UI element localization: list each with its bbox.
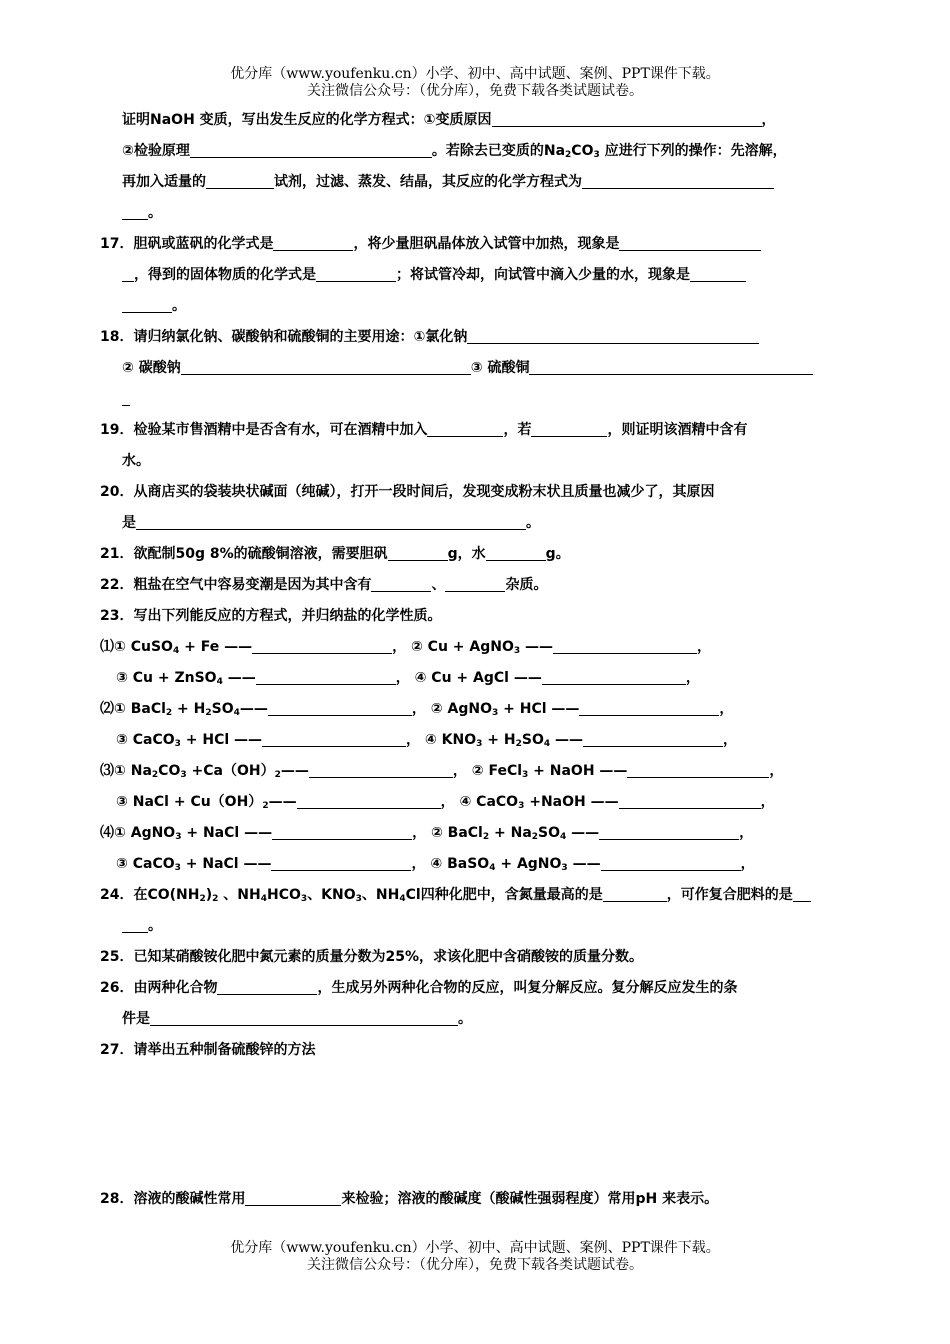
answer-blank[interactable] [603, 886, 667, 902]
answer-blank[interactable] [427, 421, 503, 437]
footer-line-1: 优分库（www.youfenku.cn）小学、初中、高中试题、案例、PPT课件下载。 [230, 1240, 720, 1256]
q17-line-2: ，得到的固体物质的化学式是 ；将试管冷却，向试管中滴入少量的水，现象是 [100, 260, 865, 291]
footer-line-2: 关注微信公众号：（优分库），免费下载各类试题试卷。 [307, 1257, 643, 1273]
q23-title: 23．写出下列能反应的方程式，并归纳盐的化学性质。 [100, 608, 442, 624]
q22-line: 22．粗盐在空气中容易变潮是因为其中含有 、 杂质。 [100, 577, 548, 593]
q16-line-3: 再加入适量的 试剂，过滤、蒸发、结晶，其反应的化学方程式为 [100, 167, 865, 198]
answer-blank[interactable] [316, 266, 396, 282]
answer-blank[interactable] [309, 762, 453, 778]
q26-line-1: 26．由两种化合物 ，生成另外两种化合物的反应，叫复分解反应。复分解反应发生的条 [100, 980, 738, 996]
q18-line-1: 18．请归纳氯化钠、碳酸钠和硫酸铜的主要用途：①氯化钠 [100, 322, 865, 353]
answer-blank[interactable] [619, 793, 761, 809]
q17-line-1: 17．胆矾或蓝矾的化学式是 ，将少量胆矾晶体放入试管中加热，现象是 [100, 229, 865, 260]
answer-blank[interactable] [492, 111, 762, 127]
answer-blank[interactable] [388, 545, 448, 561]
header-line-2: 关注微信公众号：（优分库），免费下载各类试题试卷。 [307, 83, 643, 99]
answer-blank[interactable] [268, 700, 412, 716]
q21-line: 21．欲配制50g 8%的硫酸铜溶液，需要胆矾 g，水 g。 [100, 546, 570, 562]
answer-blank[interactable] [601, 855, 741, 871]
q16-line-4: 。 [100, 198, 865, 229]
q20-line-1: 20．从商店买的袋装块状碱面（纯碱），打开一段时间后，发现变成粉末状且质量也减少了，其原因 [100, 484, 715, 500]
q25-line: 25．已知某硝酸铵化肥中氮元素的质量分数为25%，求该化肥中含硝酸铵的质量分数。 [100, 949, 643, 965]
answer-blank[interactable] [599, 824, 739, 840]
answer-blank[interactable] [619, 235, 761, 251]
q28-line: 28．溶液的酸碱性常用 来检验；溶液的酸碱度（酸碱性强弱程度）常用pH 来表示。 [100, 1191, 719, 1207]
q27-line: 27．请举出五种制备硫酸锌的方法 [100, 1042, 316, 1058]
answer-blank[interactable] [793, 886, 811, 902]
answer-blank[interactable] [122, 297, 172, 313]
q23-g2-row1: ⑵① BaCl$_2$ + $H_2SO_4——$ ， ② AgNO$_3$ + HCl —— ， [100, 701, 734, 718]
q23-g4-row2: ③ CaCO$_3$ + NaCl —— ， ④ BaSO$_4$ + AgNO$_3$ —— ， [116, 856, 755, 873]
q23-g4-row1: ⑷① AgNO$_3$ + NaCl —— ， ② BaCl$_2$ + $Na_2SO_4$ —— ， [100, 825, 754, 842]
answer-blank[interactable] [206, 173, 274, 189]
answer-blank[interactable] [181, 359, 471, 375]
q23-g3-row1: ⑶① $Na_2CO_3$ $+Ca(OH)_2——$ ， ② FeCl$_3$ + NaOH —— ， [100, 763, 784, 780]
q23-g2-row2: ③ CaCO$_3$ + HCl —— ， ④ $KNO_3 + H_2SO_4$ —— ， [116, 732, 737, 749]
page-header [0, 66, 950, 100]
q16-line-2: ②检验原理 。若除去已变质的$Na_2CO_3$ 应进行下列的操作：先溶解， [122, 143, 787, 160]
answer-blank[interactable] [529, 359, 813, 375]
q18-line-3 [100, 384, 865, 415]
question-body [100, 105, 865, 1215]
answer-blank[interactable] [690, 266, 746, 282]
answer-blank[interactable] [297, 793, 441, 809]
q23-g1-row1: ⑴① CuSO$_4$ + Fe —— ， ② Cu + AgNO$_3$ —— ， [100, 639, 711, 656]
answer-blank[interactable] [252, 638, 392, 654]
q23-g3-row2: ③ NaCl + $Cu(OH)_2——$ ， ④ CaCO$_3$ +NaOH —— ， [116, 794, 775, 811]
q27-answer-space[interactable] [100, 1066, 865, 1184]
answer-blank[interactable] [190, 142, 432, 158]
answer-blank[interactable] [445, 576, 505, 592]
answer-blank[interactable] [273, 235, 353, 251]
answer-blank[interactable] [122, 917, 148, 933]
q24-line-2: 。 [100, 911, 865, 942]
page-footer [0, 1240, 950, 1274]
q23-g1-row2: ③ Cu + ZnSO$_4$ —— ， ④ Cu + AgCl —— ， [116, 670, 700, 687]
q17-line-3: 。 [100, 291, 865, 322]
answer-blank[interactable] [371, 576, 431, 592]
answer-blank[interactable] [217, 979, 317, 995]
q16-line-1: 证明NaOH 变质，写出发生反应的化学方程式：①变质原因 ， [122, 112, 776, 128]
answer-blank[interactable] [531, 421, 607, 437]
header-line-1: 优分库（www.youfenku.cn）小学、初中、高中试题、案例、PPT课件下载。 [230, 66, 720, 82]
answer-blank[interactable] [553, 638, 697, 654]
answer-blank[interactable] [122, 266, 134, 282]
answer-blank[interactable] [486, 545, 546, 561]
q20-line-2: 是 。 [122, 515, 540, 531]
answer-blank[interactable] [542, 669, 686, 685]
answer-blank[interactable] [136, 514, 526, 530]
answer-blank[interactable] [579, 700, 719, 716]
q24-line-1: 24．在$CO(NH_2)_2$ 、$NH_4HCO_3$、$KNO_3$、$NH_4Cl$四种化肥中，含氮量最高的是 ，可作复合肥料的是 [100, 880, 865, 911]
answer-blank[interactable] [262, 731, 406, 747]
answer-blank[interactable] [582, 173, 774, 189]
answer-blank[interactable] [150, 1010, 458, 1026]
answer-blank[interactable] [122, 390, 130, 406]
answer-blank[interactable] [245, 1190, 341, 1206]
answer-blank[interactable] [272, 824, 412, 840]
answer-blank[interactable] [271, 855, 411, 871]
q26-line-2: 件是 。 [122, 1011, 472, 1027]
q18-line-2: ② 碳酸钠 ③ 硫酸铜 [100, 353, 865, 384]
answer-blank[interactable] [256, 669, 396, 685]
answer-blank[interactable] [583, 731, 723, 747]
q19-line-1: 19．检验某市售酒精中是否含有水，可在酒精中加入 ，若 ，则证明该酒精中含有 [100, 422, 748, 438]
answer-blank[interactable] [122, 204, 148, 220]
q19-line-2: 水。 [122, 453, 150, 469]
answer-blank[interactable] [627, 762, 769, 778]
answer-blank[interactable] [467, 328, 759, 344]
